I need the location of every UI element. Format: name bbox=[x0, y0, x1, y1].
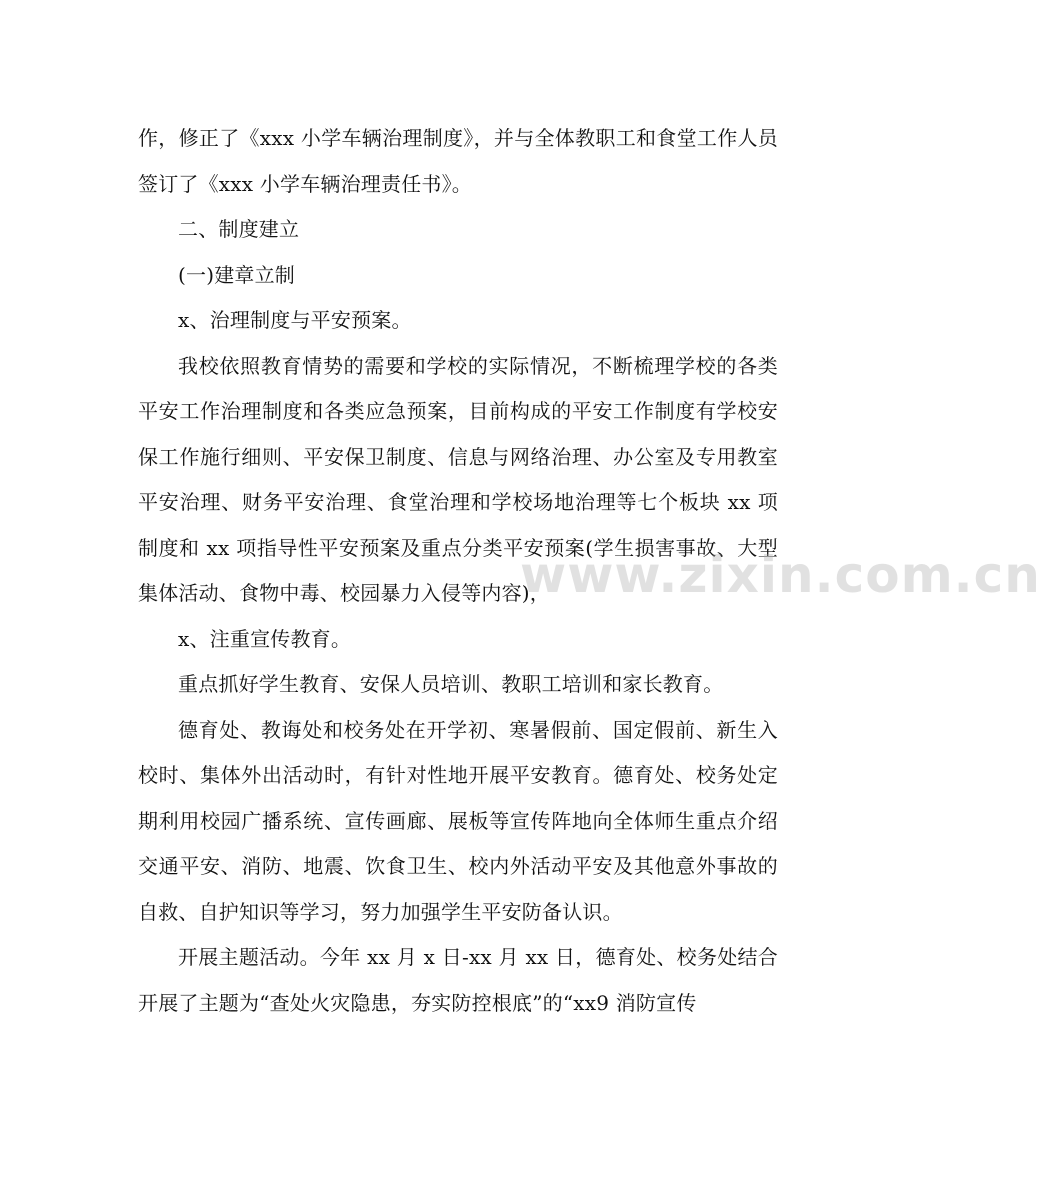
paragraph: 作，修正了《xxx 小学车辆治理制度》，并与全体教职工和食堂工作人员签订了《xxx 小学车辆治理责任书》。 bbox=[138, 126, 778, 196]
paragraph: 我校依照教育情势的需要和学校的实际情况，不断梳理学校的各类平安工作治理制度和各类应急预案，目前构成的平安工作制度有学校安保工作施行细则、平安保卫制度、信息与网络治理、办公室及专用教室平安治理、财务平安治理、食堂治理和学校场地治理等七个板块 xx 项制度和 xx 项指导性平安预案及重点分类平安预案(学生损害事故、大型集体活动、食物中毒、校园暴力入侵等内容)， bbox=[138, 353, 778, 605]
paragraph: (一)建章立制 bbox=[178, 262, 296, 287]
paragraph: 德育处、教诲处和校务处在开学初、寒暑假前、国定假前、新生入校时、集体外出活动时，有针对性地开展平安教育。德育处、校务处定期利用校园广播系统、宣传画廊、展板等宣传阵地向全体师生重点介绍交通平安、消防、地震、饮食卫生、校内外活动平安及其他意外事故的自救、自护知识等学习，努力加强学生平安防备认识。 bbox=[138, 717, 778, 924]
paragraph: 重点抓好学生教育、安保人员培训、教职工培训和家长教育。 bbox=[178, 672, 724, 696]
document-body bbox=[138, 116, 778, 1026]
paragraph: x、注重宣传教育。 bbox=[178, 626, 352, 651]
paragraph: x、治理制度与平安预案。 bbox=[178, 308, 412, 332]
paragraph: 开展主题活动。今年 xx 月 x 日-xx 月 xx 日，德育处、校务处结合开展了主题为“查处火灾隐患，夯实防控根底”的“xx9 消防宣传 bbox=[138, 945, 778, 1015]
paragraph: 二、制度建立 bbox=[178, 217, 300, 241]
watermark: www.zixin.com.cn bbox=[520, 546, 1041, 604]
